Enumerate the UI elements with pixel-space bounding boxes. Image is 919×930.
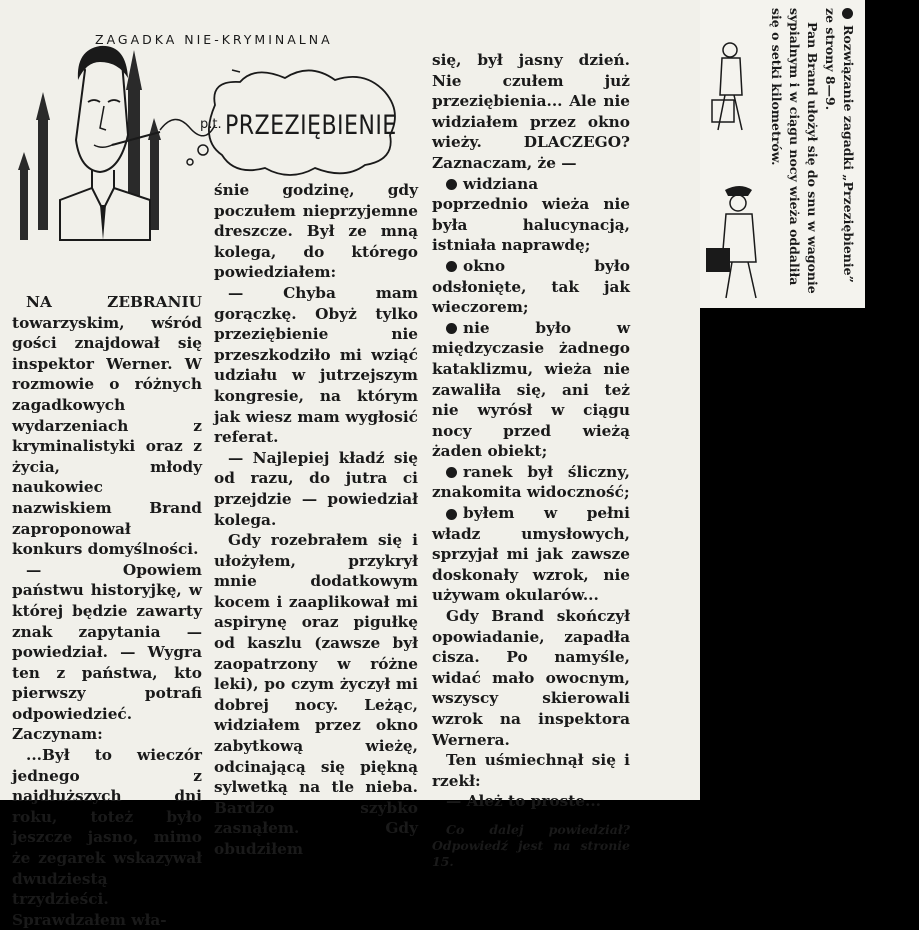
column-3	[432, 50, 630, 870]
paragraph: — Najlepiej kładź się od razu, do jutra ci przejdzie — powiedział kolega.	[214, 448, 418, 529]
bullet-icon	[446, 323, 457, 334]
title-prefix: p.t.	[200, 117, 222, 132]
bullet-icon	[842, 8, 853, 19]
bullet-icon	[446, 179, 457, 190]
paragraph: Gdy Brand skończył opowiadanie, zapadła cisza. Po namyśle, widać mało owocnym, wszyscy skierowali wzrok na inspektora Wernera.	[432, 607, 630, 749]
paragraph: się, był jasny dzień. Nie czułem już przeziębienia... Ale nie widziałem przez okno wieży. DLACZEGO? Zaznaczam, że —	[432, 51, 630, 172]
paragraph: śnie godzinę, gdy poczułem nieprzyjemne dreszcze. Był ze mną kolega, do którego powiedziałem:	[214, 181, 418, 282]
paragraph: Ten uśmiechnął się i rzekł:	[432, 751, 630, 790]
bullet-item: byłem w pełni władz umysłowych, sprzyjał mi jak zawsze doskonały wzrok, nie używam okularów...	[432, 504, 630, 605]
solution-paragraph: Pan Brand ułożył się do snu w wagonie sypialnym i w ciągu nocy wieża oddaliła się o setki kilometrów.	[769, 8, 820, 294]
bullet-item: ranek był śliczny, znakomita widoczność;	[432, 462, 630, 502]
paragraph: — Chyba mam gorączkę. Obyż tylko przeziębienie nie przeszkodziło mi wziąć udziału w jutrzejszym kongresie, na którym jak wiesz mam wygłosić referat.	[214, 283, 418, 447]
article-title: PRZEZIĘBIENIE	[225, 110, 397, 141]
column-1	[12, 292, 202, 930]
paragraph: — Ależ to proste...	[446, 792, 601, 811]
paragraph: — Opowiem państwu historyjkę, w której będzie zawarty znak zapytania — powiedział. — Wygra ten z państwa, kto pierwszy potrafi odpowiedzieć. Zaczynam:	[12, 560, 202, 744]
solution-text	[767, 8, 857, 298]
bullet-icon	[446, 509, 457, 520]
bullet-item: widziana poprzednio wieża nie była halucynacją, istniała naprawdę;	[432, 174, 630, 255]
lead-in: NA ZEBRANIU	[26, 293, 202, 311]
closing-question: Co dalej powiedział? Odpowiedź jest na stronie 15.	[432, 821, 630, 869]
bullet-icon	[446, 467, 457, 478]
series-label: ZAGADKA NIE-KRYMINALNA	[95, 32, 333, 47]
column-2	[214, 180, 418, 860]
bullet-item: okno było odsłonięte, tak jak wieczorem;	[432, 256, 630, 317]
paragraph: ...Był to wieczór jednego z najdłuższych dni roku, toteż było jeszcze jasno, mimo że zegarek wskazywał dwudziestą trzydzieści. Sprawdzałem wła-	[12, 746, 202, 929]
bullet-item: nie było w międzyczasie żadnego kataklizmu, wieża nie zawaliła się, ani też nie wyrósł w ciągu nocy przed wieżą żaden obiekt;	[432, 318, 630, 461]
solution-heading: Rozwiązanie zagadki „Przeziębienie” ze strony 8—9.	[823, 8, 856, 283]
bullet-icon	[446, 261, 457, 272]
paragraph: Gdy rozebrałem się i ułożyłem, przykrył mnie dodatkowym kocem i zaaplikował mi aspirynę oraz pigułkę od kaszlu (zawsze był zaopatrzony w różne leki), po czym życzył mi dobrej nocy. Leżąc, widziałem przez okno zabytkową wieżę, odcinającą się piękną sylwetką na tle nieba. Bardzo szybko zasnąłem. Gdy obudziłem	[214, 531, 418, 858]
paragraph: NA ZEBRANIU towarzyskim, wśród gości znajdował się inspektor Werner. W rozmowie o różnych zagadkowych wydarzeniach z kryminalistyki oraz z życia, młody naukowiec nazwiskiem Brand zaproponował konkurs domyślności.	[12, 293, 202, 559]
